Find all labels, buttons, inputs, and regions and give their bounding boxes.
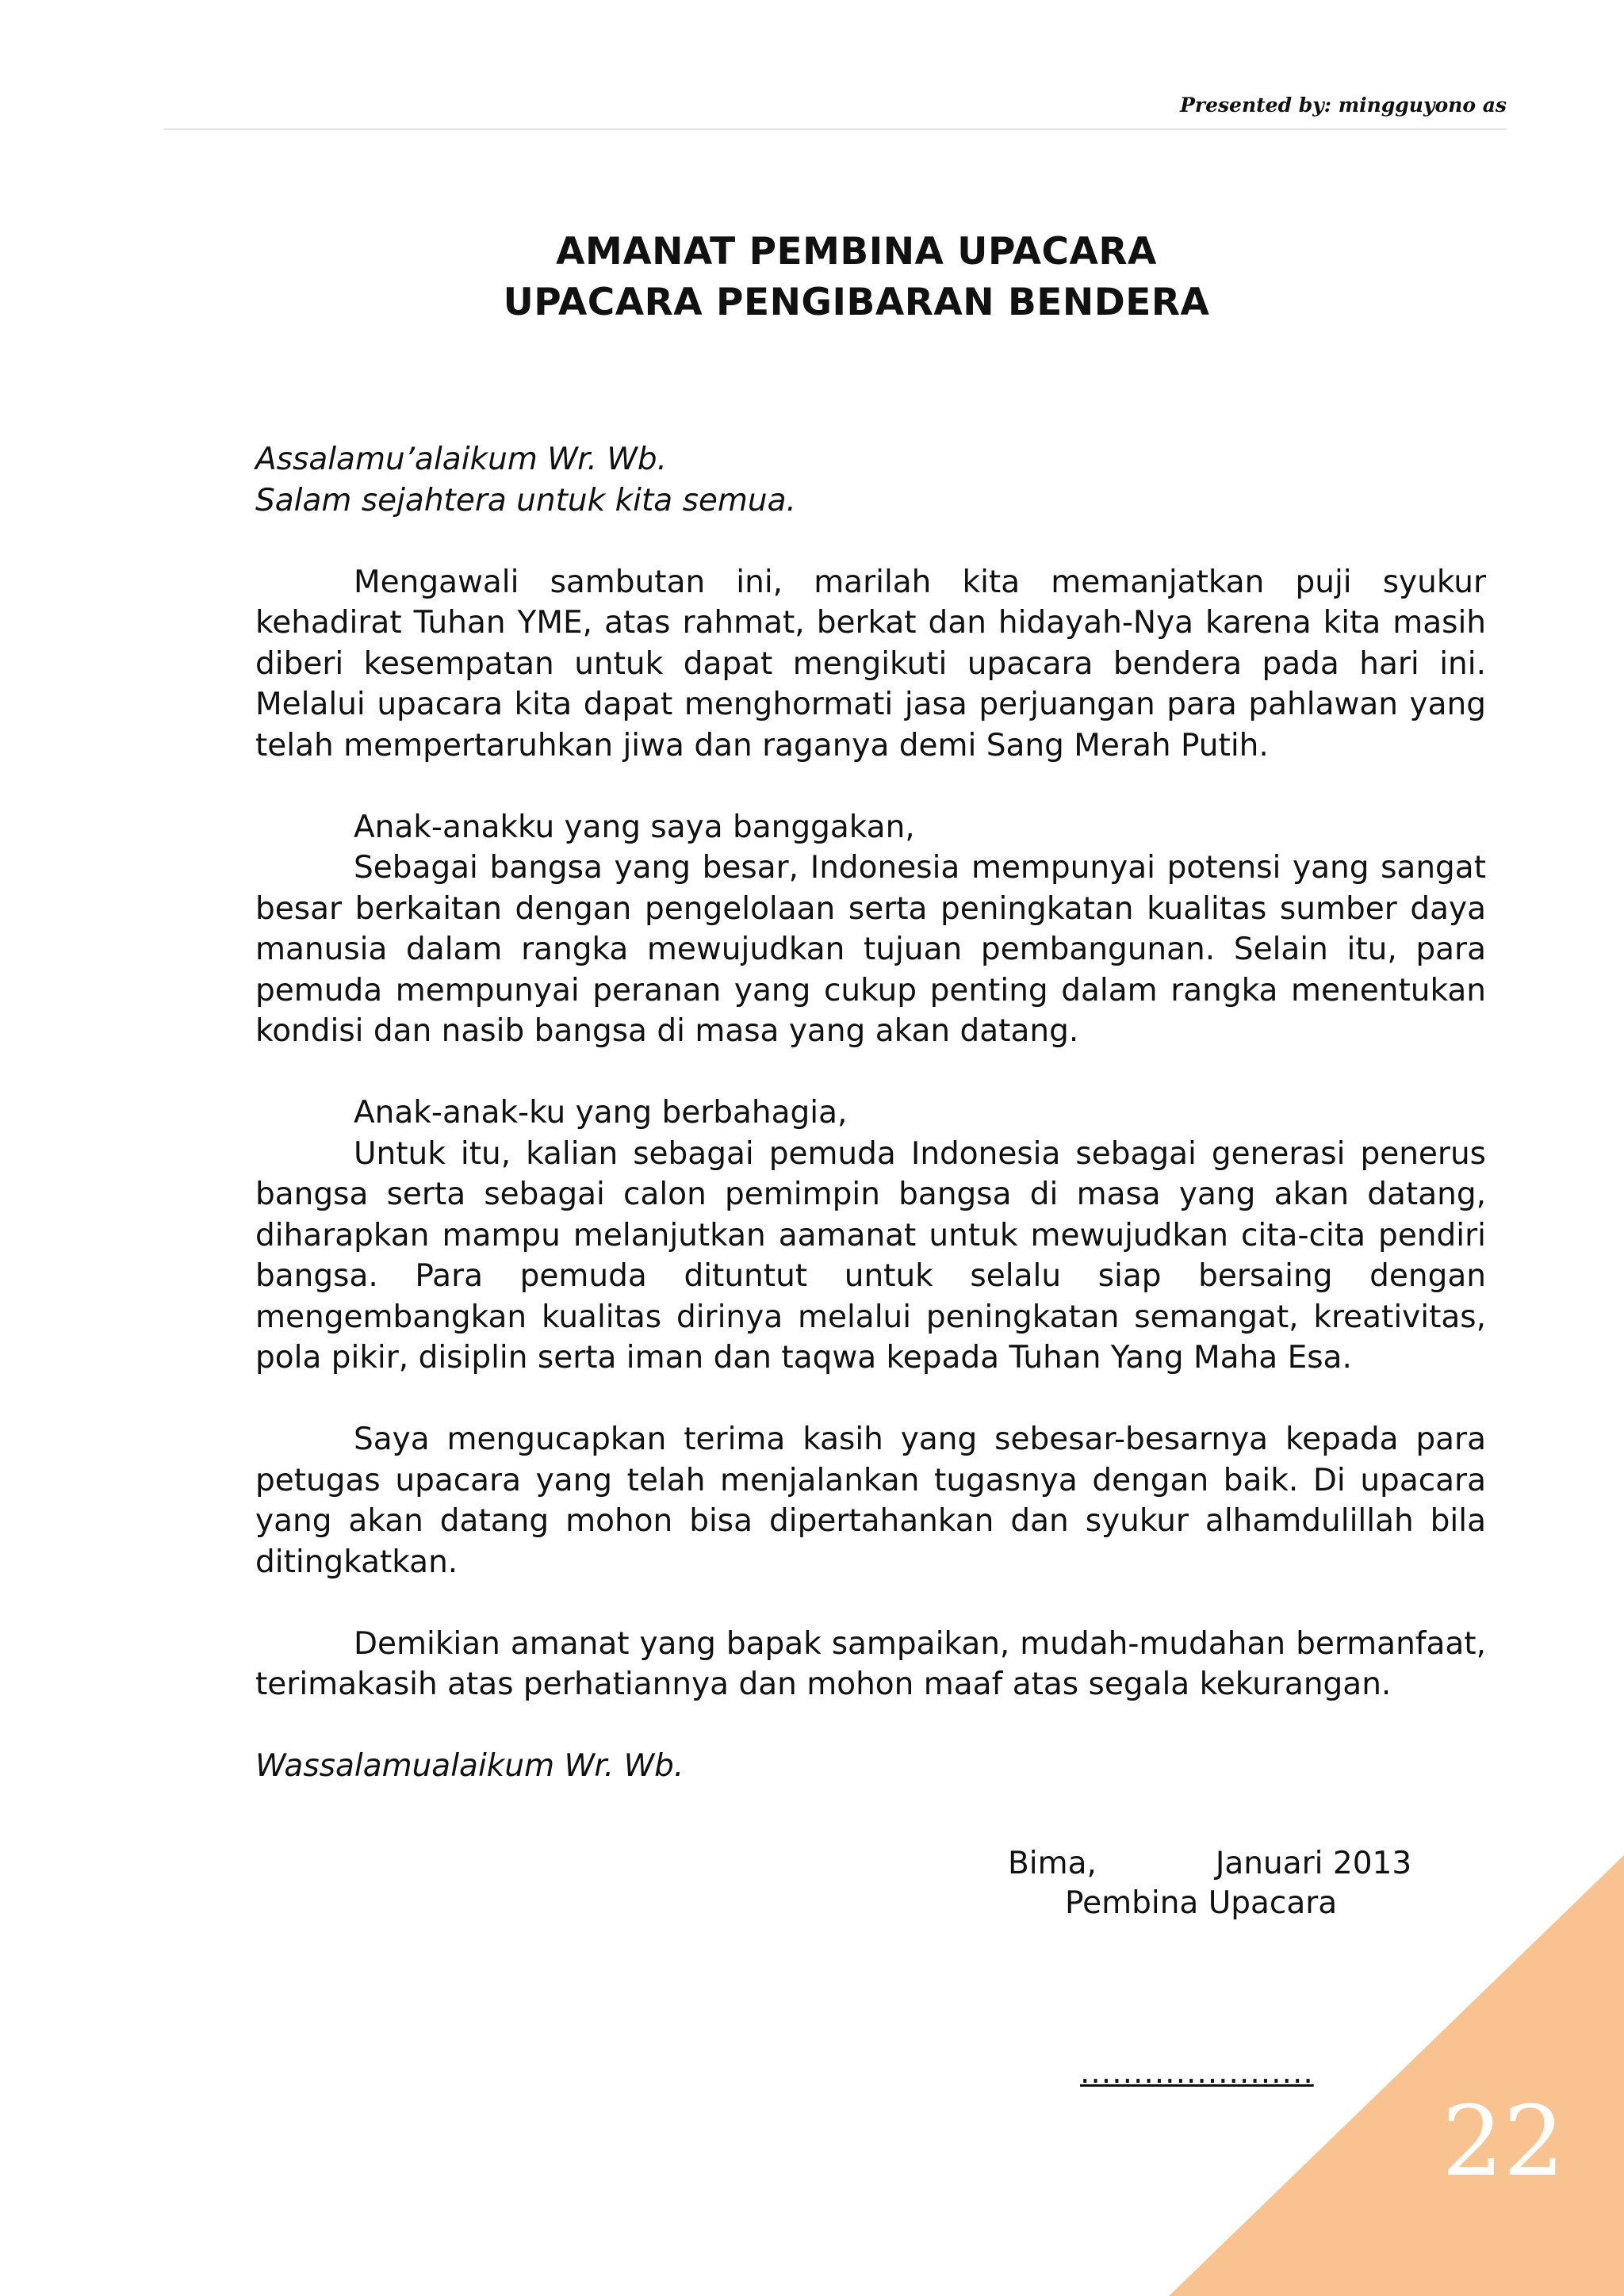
signature-line: ...................... bbox=[1080, 2055, 1314, 2091]
closing-date: Januari 2013 bbox=[1215, 1846, 1412, 1881]
salutation-2: Anak-anakku yang saya banggakan, bbox=[354, 809, 915, 845]
paragraph-3: Untuk itu, kalian sebagai pemuda Indonesia sebagai generasi penerus bangsa serta sebagai calon pemimpin bangsa di masa yang akan datang, diharapkan mampu melanjutkan aamanat untuk mewujudkan cita-cita pendiri bangsa. Para pemuda dituntut untuk selalu siap bersaing dengan mengembangkan kualitas dirinya melalui peningkatan semangat, kreativitas, pola pikir, disiplin serta iman dan taqwa kepada Tuhan Yang Maha Esa. bbox=[255, 1135, 1486, 1376]
header-presented-by: Presented by: mingguyono as bbox=[1180, 94, 1507, 117]
greeting-line-2: Salam sejahtera untuk kita semua. bbox=[255, 482, 796, 519]
page-number: 22 bbox=[1442, 2085, 1565, 2198]
document-title-line-2: UPACARA PENGIBARAN BENDERA bbox=[503, 281, 1210, 324]
paragraph-4: Saya mengucapkan terima kasih yang sebesar-besarnya kepada para petugas upacara yang telah menjalankan tugasnya dengan baik. Di upacara yang akan datang mohon bisa dipertahankan dan syukur alhamdulillah bila ditingkatkan. bbox=[255, 1422, 1486, 1580]
closing-role: Pembina Upacara bbox=[1065, 1885, 1338, 1921]
closing-place: Bima, bbox=[1008, 1846, 1097, 1881]
farewell-line: Wassalamualaikum Wr. Wb. bbox=[255, 1748, 684, 1784]
paragraph-1: Mengawali sambutan ini, marilah kita memanjatkan puji syukur kehadirat Tuhan YME, atas rahmat, berkat dan hidayah-Nya karena kita masih diberi kesempatan untuk dapat mengikuti upacara bendera pada hari ini. Melalui upacara kita dapat menghormati jasa perjuangan para pahlawan yang telah mempertaruhkan jiwa dan raganya demi Sang Merah Putih. bbox=[255, 564, 1486, 763]
corner-accent-shape bbox=[1169, 1855, 1624, 2296]
salutation-3: Anak-anak-ku yang berbahagia, bbox=[354, 1095, 848, 1131]
document-title-line-1: AMANAT PEMBINA UPACARA bbox=[556, 230, 1157, 274]
greeting-line-1: Assalamu’alaikum Wr. Wb. bbox=[255, 442, 668, 477]
paragraph-5: Demikian amanat yang bapak sampaikan, mudah-mudahan bermanfaat, terimakasih atas perhatiannya dan mohon maaf atas segala kekurangan. bbox=[255, 1625, 1486, 1702]
paragraph-2: Sebagai bangsa yang besar, Indonesia mempunyai potensi yang sangat besar berkaitan dengan pengelolaan serta peningkatan kualitas sumber daya manusia dalam rangka mewujudkan tujuan pembangunan. Selain itu, para pemuda mempunyai peranan yang cukup penting dalam rangka menentukan kondisi dan nasib bangsa di masa yang akan datang. bbox=[255, 850, 1486, 1049]
